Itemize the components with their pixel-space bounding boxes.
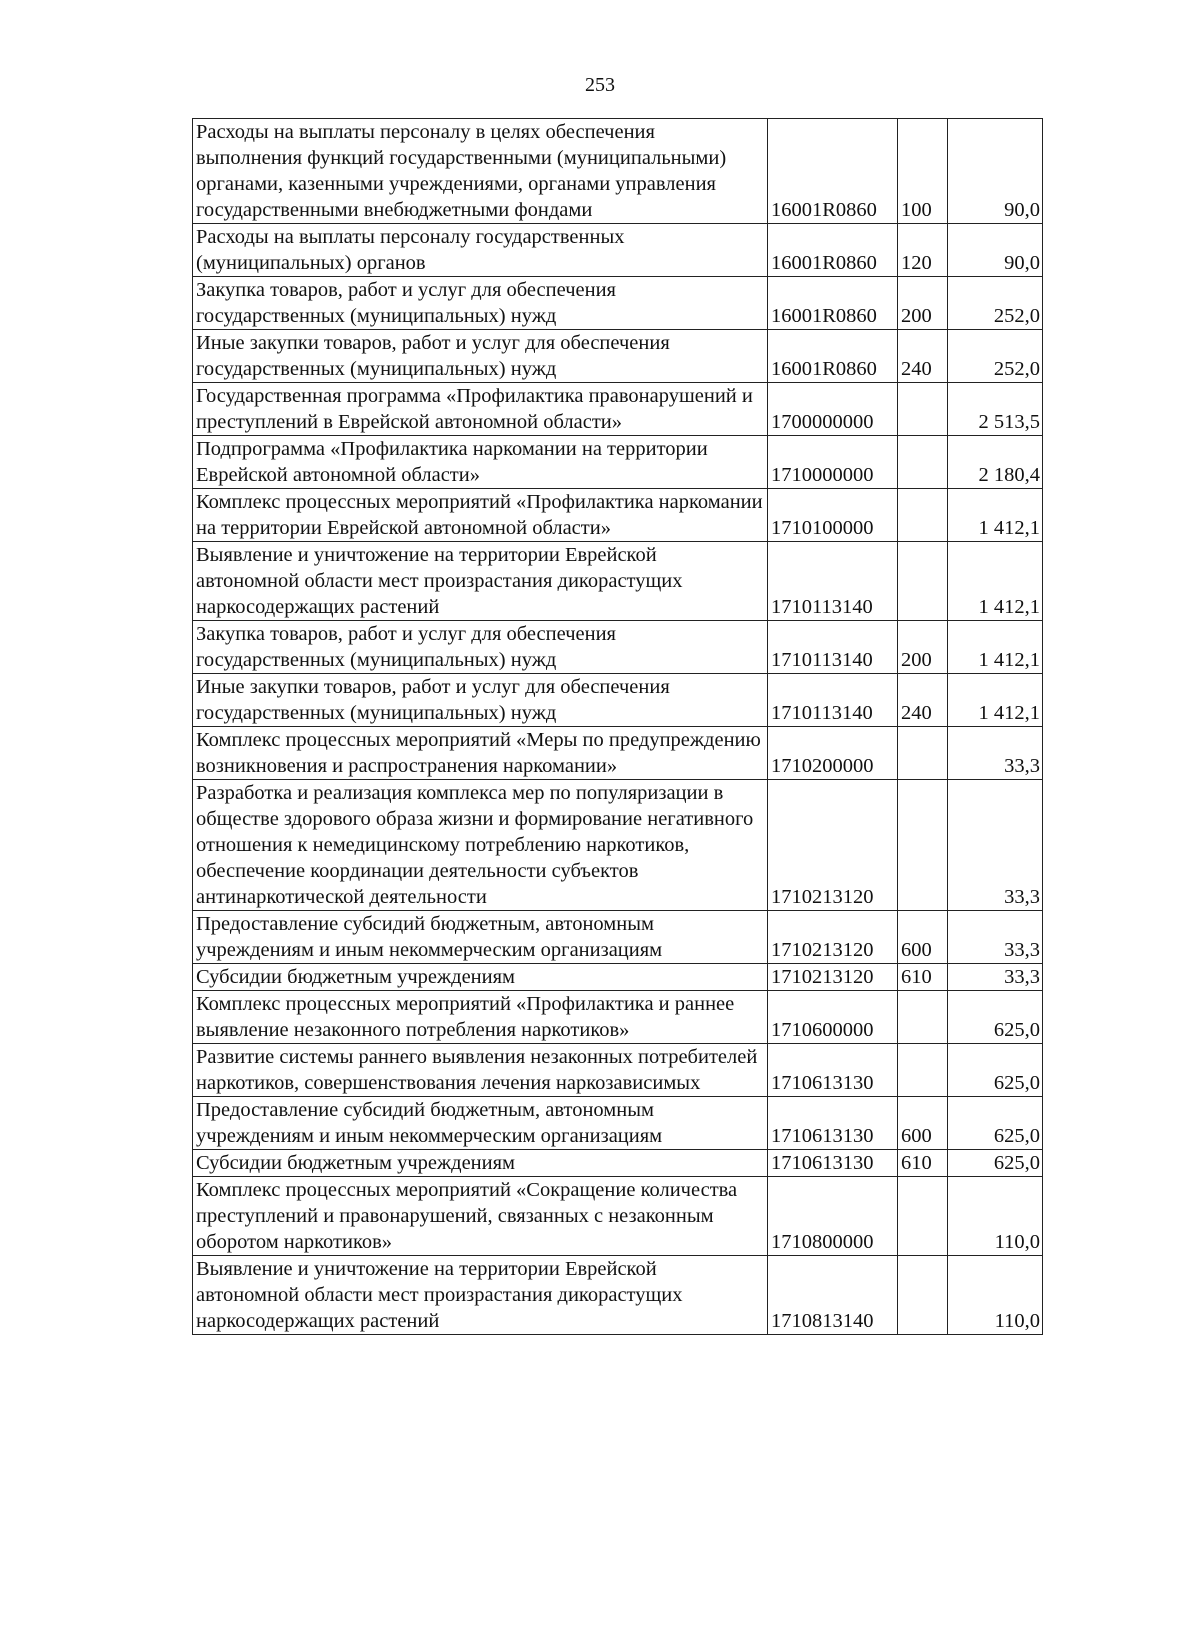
row-sum-cell: 625,0: [948, 1044, 1043, 1097]
row-code-cell: 1710113140: [768, 674, 898, 727]
row-sum-cell: 1 412,1: [948, 489, 1043, 542]
row-sum-cell: 252,0: [948, 330, 1043, 383]
row-name-cell: Закупка товаров, работ и услуг для обеспечения государственных (муниципальных) нужд: [193, 621, 768, 674]
row-sum-cell: 33,3: [948, 964, 1043, 991]
row-name-cell: Предоставление субсидий бюджетным, автономным учреждениям и иным некоммерческим организациям: [193, 911, 768, 964]
table-row: [193, 436, 1043, 489]
row-name-cell: Комплекс процессных мероприятий «Профилактика и раннее выявление незаконного потребления наркотиков»: [193, 991, 768, 1044]
table-row: [193, 119, 1043, 224]
row-sum-cell: 625,0: [948, 1150, 1043, 1177]
row-name-cell: Субсидии бюджетным учреждениям: [193, 1150, 768, 1177]
row-expense-type-cell: 240: [898, 674, 948, 727]
row-sum-cell: 252,0: [948, 277, 1043, 330]
row-code-cell: 1710113140: [768, 542, 898, 621]
row-code-cell: 1710613130: [768, 1150, 898, 1177]
row-code-cell: 1710813140: [768, 1256, 898, 1335]
row-code-cell: 16001R0860: [768, 119, 898, 224]
row-name-cell: Закупка товаров, работ и услуг для обеспечения государственных (муниципальных) нужд: [193, 277, 768, 330]
budget-table-body: [193, 119, 1043, 1335]
row-name-cell: Разработка и реализация комплекса мер по популяризации в обществе здорового образа жизни и формирование негативного отношения к немедицинскому потреблению наркотиков, обеспечение координации деятельности субъектов антинаркотической деятельности: [193, 780, 768, 911]
row-expense-type-cell: 610: [898, 1150, 948, 1177]
table-row: [193, 1150, 1043, 1177]
row-name-cell: Государственная программа «Профилактика правонарушений и преступлений в Еврейской автономной области»: [193, 383, 768, 436]
row-code-cell: 16001R0860: [768, 277, 898, 330]
row-name-cell: Расходы на выплаты персоналу в целях обеспечения выполнения функций государственными (муниципальными) органами, казенными учреждениями, органами управления государственными внебюджетными фондами: [193, 119, 768, 224]
row-name-cell: Комплекс процессных мероприятий «Профилактика наркомании на территории Еврейской автономной области»: [193, 489, 768, 542]
row-code-cell: 1710000000: [768, 436, 898, 489]
row-code-cell: 1710213120: [768, 964, 898, 991]
table-row: [193, 383, 1043, 436]
row-expense-type-cell: 200: [898, 277, 948, 330]
row-expense-type-cell: [898, 383, 948, 436]
row-sum-cell: 110,0: [948, 1177, 1043, 1256]
row-expense-type-cell: 120: [898, 224, 948, 277]
row-expense-type-cell: 600: [898, 1097, 948, 1150]
row-expense-type-cell: [898, 1044, 948, 1097]
row-expense-type-cell: [898, 727, 948, 780]
row-sum-cell: 625,0: [948, 991, 1043, 1044]
table-row: [193, 1044, 1043, 1097]
table-row: [193, 727, 1043, 780]
row-expense-type-cell: [898, 780, 948, 911]
row-code-cell: 1700000000: [768, 383, 898, 436]
row-expense-type-cell: 200: [898, 621, 948, 674]
table-row: [193, 911, 1043, 964]
row-name-cell: Подпрограмма «Профилактика наркомании на территории Еврейской автономной области»: [193, 436, 768, 489]
row-expense-type-cell: [898, 436, 948, 489]
row-code-cell: 1710213120: [768, 911, 898, 964]
row-sum-cell: 2 513,5: [948, 383, 1043, 436]
table-row: [193, 621, 1043, 674]
table-row: [193, 1097, 1043, 1150]
row-sum-cell: 33,3: [948, 911, 1043, 964]
row-sum-cell: 90,0: [948, 119, 1043, 224]
budget-table: [192, 118, 1043, 1335]
row-sum-cell: 33,3: [948, 727, 1043, 780]
row-code-cell: 16001R0860: [768, 330, 898, 383]
row-name-cell: Комплекс процессных мероприятий «Сокращение количества преступлений и правонарушений, связанных с незаконным оборотом наркотиков»: [193, 1177, 768, 1256]
row-code-cell: 1710200000: [768, 727, 898, 780]
table-row: [193, 1177, 1043, 1256]
row-sum-cell: 1 412,1: [948, 542, 1043, 621]
page-number: 253: [585, 74, 615, 96]
row-sum-cell: 625,0: [948, 1097, 1043, 1150]
row-name-cell: Иные закупки товаров, работ и услуг для обеспечения государственных (муниципальных) нужд: [193, 330, 768, 383]
row-expense-type-cell: 100: [898, 119, 948, 224]
row-code-cell: 1710800000: [768, 1177, 898, 1256]
row-expense-type-cell: [898, 1177, 948, 1256]
row-sum-cell: 90,0: [948, 224, 1043, 277]
row-name-cell: Иные закупки товаров, работ и услуг для обеспечения государственных (муниципальных) нужд: [193, 674, 768, 727]
row-code-cell: 16001R0860: [768, 224, 898, 277]
row-expense-type-cell: 610: [898, 964, 948, 991]
row-code-cell: 1710613130: [768, 1097, 898, 1150]
row-sum-cell: 2 180,4: [948, 436, 1043, 489]
row-expense-type-cell: [898, 1256, 948, 1335]
table-row: [193, 330, 1043, 383]
row-expense-type-cell: [898, 991, 948, 1044]
table-row: [193, 489, 1043, 542]
row-sum-cell: 1 412,1: [948, 621, 1043, 674]
row-code-cell: 1710100000: [768, 489, 898, 542]
table-row: [193, 674, 1043, 727]
row-expense-type-cell: [898, 489, 948, 542]
row-sum-cell: 110,0: [948, 1256, 1043, 1335]
row-sum-cell: 33,3: [948, 780, 1043, 911]
row-name-cell: Расходы на выплаты персоналу государственных (муниципальных) органов: [193, 224, 768, 277]
row-name-cell: Выявление и уничтожение на территории Еврейской автономной области мест произрастания дикорастущих наркосодержащих растений: [193, 542, 768, 621]
table-row: [193, 542, 1043, 621]
row-expense-type-cell: 600: [898, 911, 948, 964]
table-row: [193, 964, 1043, 991]
table-row: [193, 277, 1043, 330]
row-code-cell: 1710600000: [768, 991, 898, 1044]
row-code-cell: 1710613130: [768, 1044, 898, 1097]
table-row: [193, 224, 1043, 277]
row-name-cell: Комплекс процессных мероприятий «Меры по предупреждению возникновения и распространения наркомании»: [193, 727, 768, 780]
row-expense-type-cell: 240: [898, 330, 948, 383]
row-sum-cell: 1 412,1: [948, 674, 1043, 727]
row-code-cell: 1710113140: [768, 621, 898, 674]
row-name-cell: Выявление и уничтожение на территории Еврейской автономной области мест произрастания дикорастущих наркосодержащих растений: [193, 1256, 768, 1335]
row-expense-type-cell: [898, 542, 948, 621]
row-name-cell: Субсидии бюджетным учреждениям: [193, 964, 768, 991]
table-row: [193, 1256, 1043, 1335]
table-row: [193, 780, 1043, 911]
row-name-cell: Предоставление субсидий бюджетным, автономным учреждениям и иным некоммерческим организациям: [193, 1097, 768, 1150]
row-name-cell: Развитие системы раннего выявления незаконных потребителей наркотиков, совершенствования лечения наркозависимых: [193, 1044, 768, 1097]
row-code-cell: 1710213120: [768, 780, 898, 911]
table-row: [193, 991, 1043, 1044]
